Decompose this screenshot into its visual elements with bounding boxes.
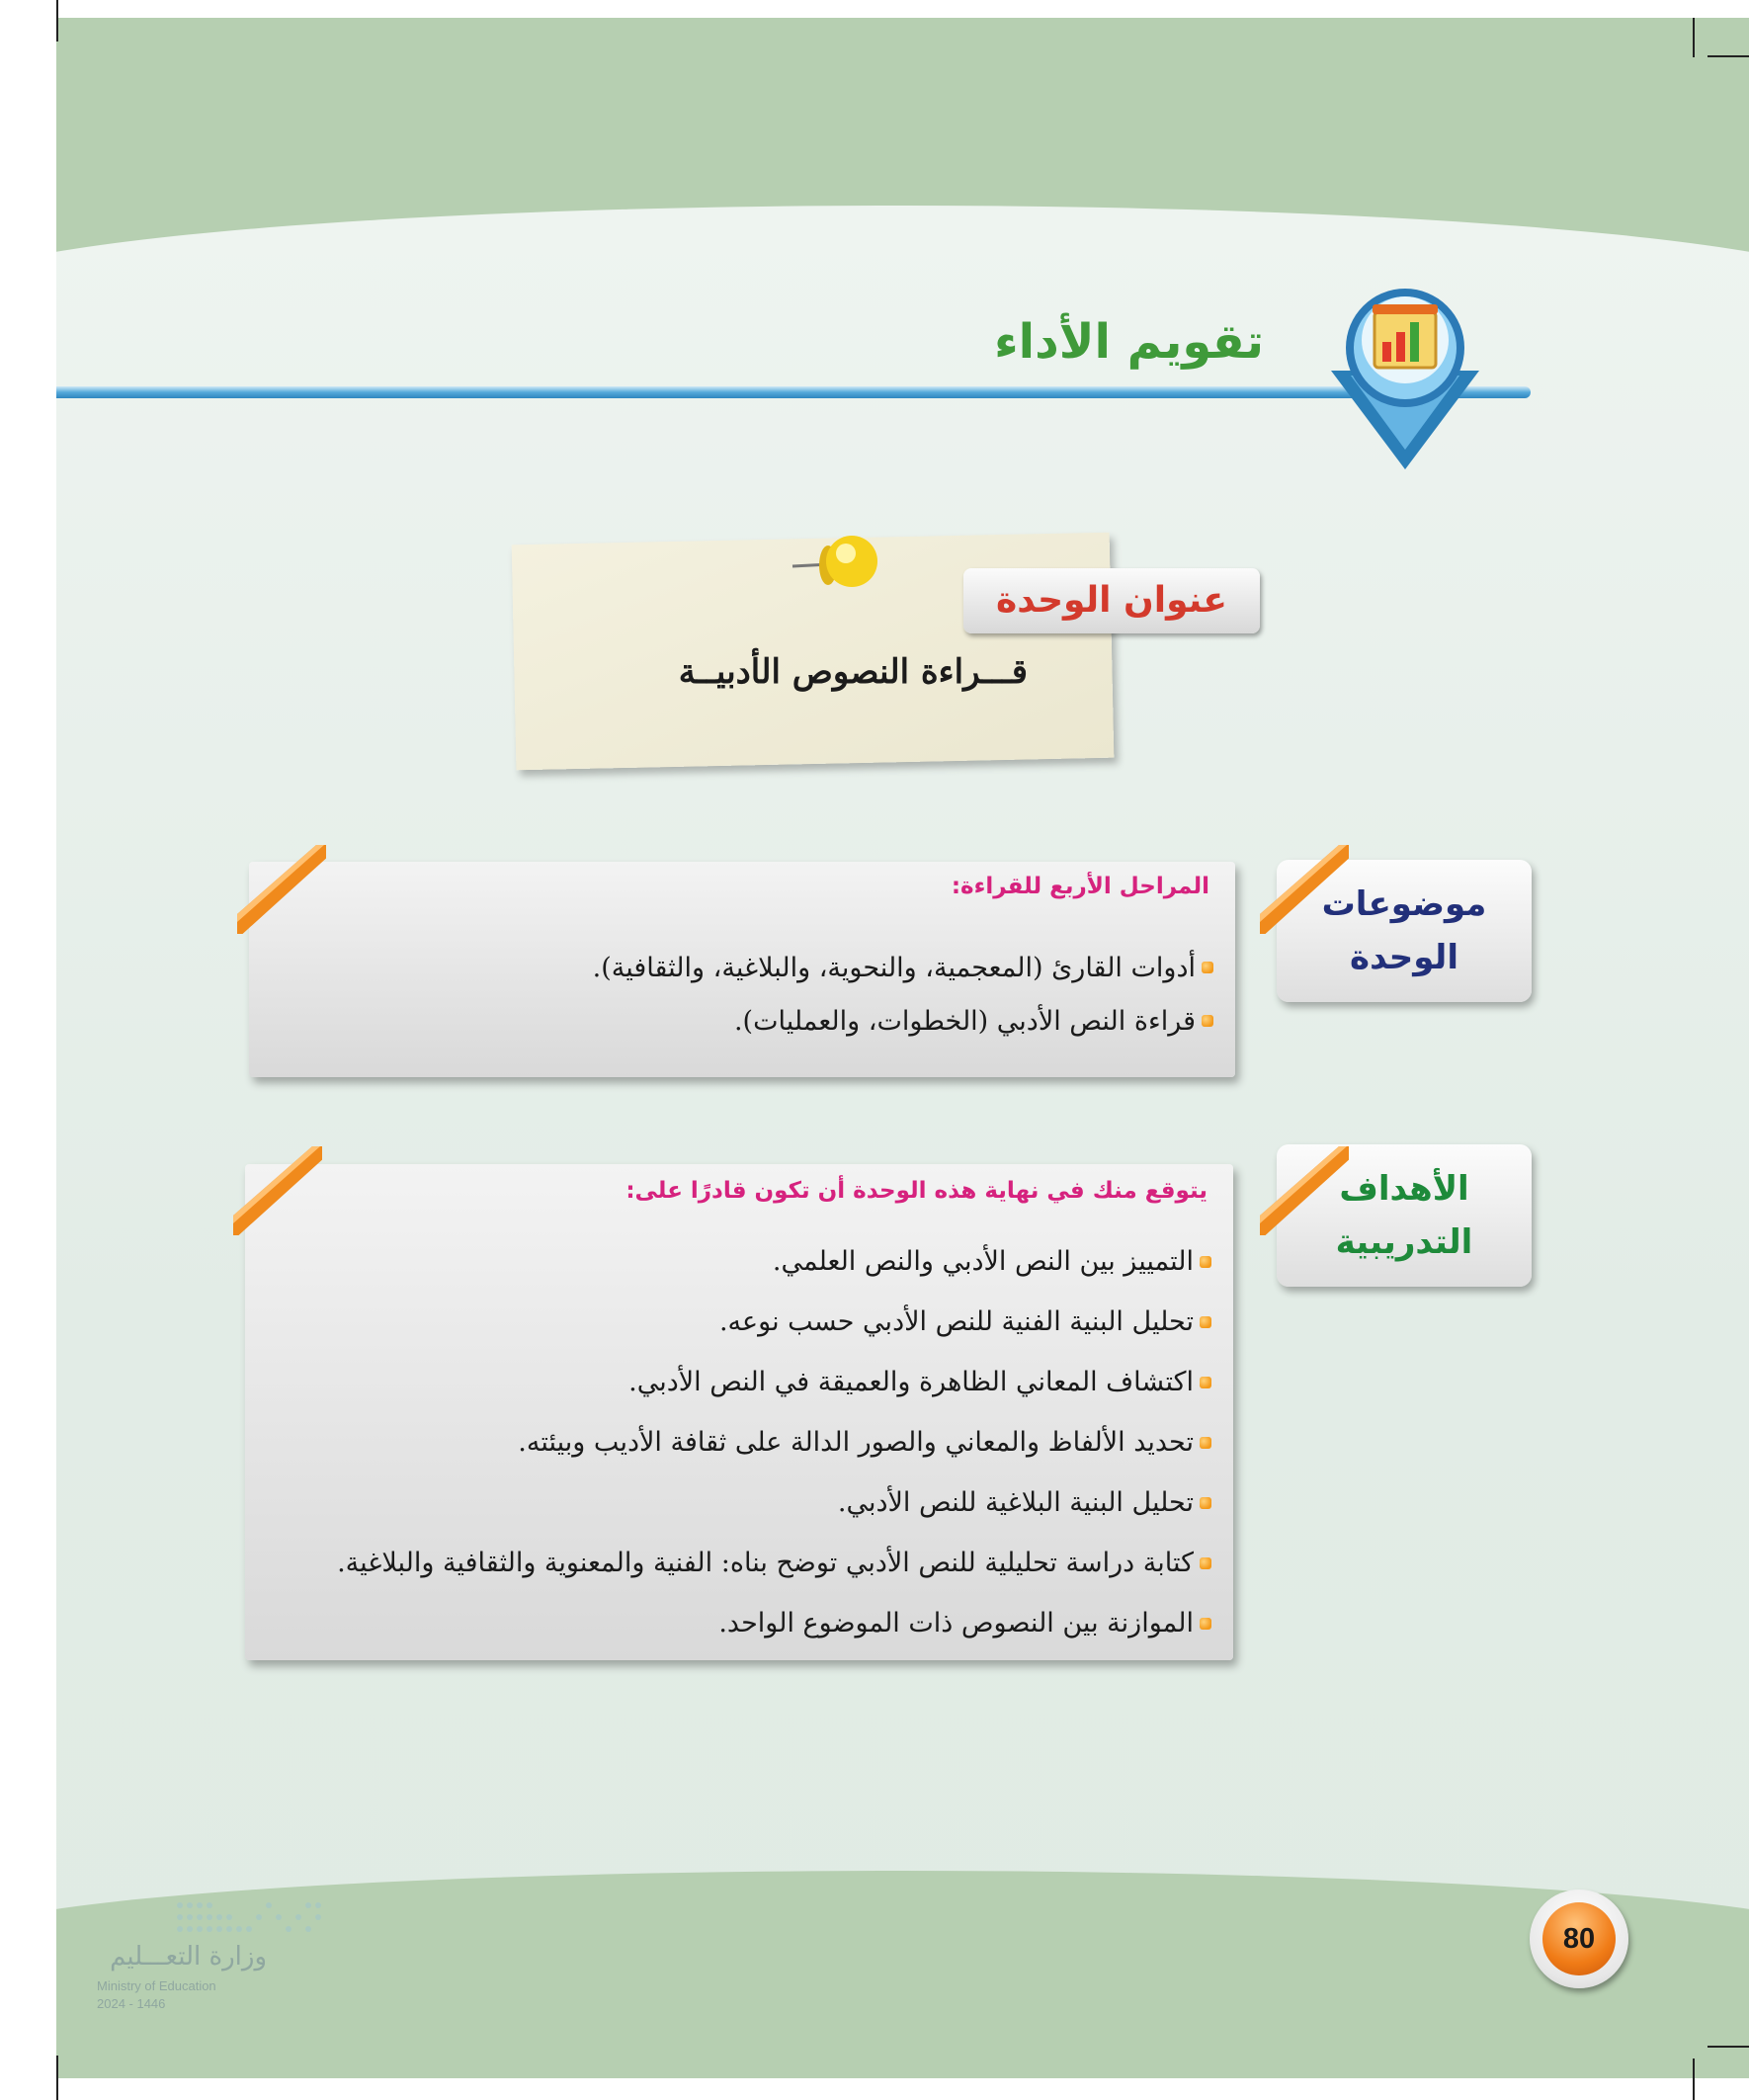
page-body-panel [56, 206, 1749, 2078]
list-item-text: تحليل البنية الفنية للنص الأدبي حسب نوعه. [718, 1306, 1194, 1337]
list-item-text: اكتشاف المعاني الظاهرة والعميقة في النص الأدبي. [628, 1367, 1194, 1397]
crop-mark-right-top [1693, 18, 1695, 57]
goals-heading: يتوقع منك في نهاية هذه الوحدة أن تكون قادرًا على: [625, 1178, 1208, 1204]
list-item-text: التمييز بين النص الأدبي والنص العلمي. [772, 1246, 1194, 1277]
section-title: تقويم الأداء [994, 314, 1264, 370]
crop-mark-right-bottom-h [1707, 2046, 1749, 2048]
corner-ribbon-icon [233, 1146, 322, 1235]
ministry-name-english: Ministry of Education [97, 1978, 216, 1993]
list-item-text: تحديد الألفاظ والمعاني والصور الدالة على ثقافة الأديب وبيئته. [518, 1427, 1194, 1458]
ministry-year: 2024 - 1446 [97, 1996, 166, 2011]
page-number: 80 [1542, 1902, 1616, 1975]
list-item [593, 941, 1213, 994]
unit-topics-label-line2: الوحدة [1350, 938, 1458, 977]
crop-mark-left-bottom [56, 2056, 58, 2100]
crop-mark-left [56, 0, 58, 42]
corner-ribbon-icon [1260, 1146, 1349, 1235]
bullet-icon [1200, 1437, 1211, 1449]
list-item-text: أدوات القارئ (المعجمية، والنحوية، والبلاغية، والثقافية). [592, 952, 1196, 983]
unit-topics-box [249, 862, 1235, 1077]
pushpin-icon [791, 532, 879, 601]
topics-heading: المراحل الأربع للقراءة: [951, 874, 1209, 899]
crop-mark-right-top-h [1707, 55, 1749, 57]
topics-list [593, 941, 1213, 1048]
bullet-icon [1200, 1256, 1211, 1268]
list-item [593, 994, 1213, 1048]
unit-topics-label-line1: موضوعات [1321, 884, 1487, 924]
bullet-icon [1200, 1316, 1211, 1328]
header-rule [56, 386, 1531, 398]
training-goals-label-line2: التدريبية [1335, 1222, 1473, 1262]
list-item-text: الموازنة بين النصوص ذات الموضوع الواحد. [718, 1608, 1194, 1638]
ministry-name: وزارة التعـــليم [110, 1942, 267, 1972]
crop-mark-right-bottom [1693, 2058, 1695, 2100]
list-item [337, 1352, 1211, 1412]
list-item [337, 1412, 1211, 1472]
bullet-icon [1202, 962, 1213, 973]
list-item [337, 1593, 1211, 1653]
list-item [337, 1533, 1211, 1593]
unit-title: قـــراءة النصوص الأدبيــة [678, 652, 1028, 692]
ministry-logo-icon [170, 1897, 328, 1939]
list-item [337, 1472, 1211, 1533]
bullet-icon [1200, 1557, 1211, 1569]
list-item [337, 1231, 1211, 1292]
list-item-text: كتابة دراسة تحليلية للنص الأدبي توضح بناه: الفنية والمعنوية والثقافية والبلاغية. [337, 1548, 1194, 1578]
bullet-icon [1200, 1618, 1211, 1630]
goals-list [337, 1231, 1211, 1653]
list-item [337, 1292, 1211, 1352]
unit-title-label: عنوان الوحدة [963, 568, 1260, 633]
corner-ribbon-icon [237, 845, 326, 934]
training-goals-label-line1: الأهداف [1339, 1169, 1469, 1209]
corner-ribbon-icon [1260, 845, 1349, 934]
bullet-icon [1200, 1497, 1211, 1509]
list-item-text: تحليل البنية البلاغية للنص الأدبي. [837, 1487, 1194, 1518]
bullet-icon [1202, 1015, 1213, 1027]
list-item-text: قراءة النص الأدبي (الخطوات، والعمليات). [733, 1005, 1196, 1037]
training-goals-box [245, 1164, 1233, 1660]
chart-presentation-emblem-icon [1311, 277, 1499, 474]
bullet-icon [1200, 1377, 1211, 1388]
